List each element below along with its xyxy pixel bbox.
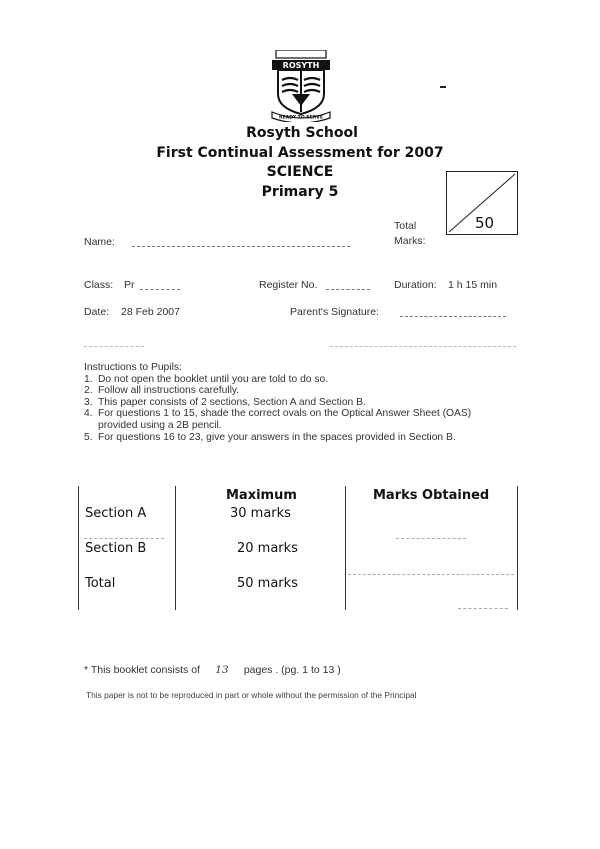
name-label: Name: — [84, 236, 115, 248]
row-max: 20 marks — [237, 541, 298, 556]
signature-line[interactable] — [400, 316, 506, 317]
date-value: 28 Feb 2007 — [121, 306, 180, 318]
total-marks-label-2: Marks: — [394, 235, 426, 247]
marks-table — [78, 486, 518, 610]
reproduction-notice: This paper is not to be reproduced in part or whole without the permission of the Principal — [86, 690, 417, 700]
header-marks-obtained: Marks Obtained — [373, 488, 490, 503]
date-label: Date: — [84, 306, 110, 318]
pages-count: 13 — [215, 664, 229, 676]
divider-right — [330, 346, 516, 347]
row-divider — [396, 538, 466, 539]
total-marks-value: 50 — [475, 214, 495, 232]
instructions-heading: Instructions to Pupils: — [84, 362, 182, 373]
row-max: 30 marks — [230, 506, 291, 521]
crest-motto: READY TO SERVE — [279, 115, 323, 121]
class-value: Pr — [124, 279, 135, 291]
row-label: Section B — [85, 541, 147, 556]
header-maximum: Maximum — [226, 488, 297, 503]
stray-mark — [440, 86, 446, 88]
instruction-item: 2. Follow all instructions carefully. — [84, 385, 240, 397]
table-divider-1 — [175, 486, 176, 610]
class-label: Class: — [84, 279, 114, 291]
subject-title: SCIENCE — [266, 164, 334, 180]
level-title: Primary 5 — [261, 184, 339, 200]
divider-left — [84, 346, 144, 347]
table-border-left — [78, 486, 79, 610]
table-border-right — [517, 486, 518, 610]
class-line[interactable] — [140, 289, 180, 290]
table-divider-2 — [345, 486, 346, 610]
register-line[interactable] — [326, 289, 370, 290]
crest-text: ROSYTH — [282, 61, 320, 70]
total-marks-label-1: Total — [394, 220, 417, 232]
instruction-item: 1. Do not open the booklet until you are told to do so. — [84, 373, 329, 385]
pages-suffix: pages . (pg. 1 to 13 ) — [243, 664, 341, 676]
instructions — [84, 362, 514, 443]
row-divider — [458, 608, 508, 609]
pages-note — [84, 664, 341, 676]
signature-label: Parent's Signature: — [290, 306, 379, 318]
assessment-title: First Continual Assessment for 2007 — [156, 145, 444, 161]
row-label: Total — [85, 576, 116, 591]
row-divider — [348, 574, 514, 575]
duration-value: 1 h 15 min — [448, 279, 498, 291]
total-marks-box — [446, 171, 518, 235]
school-crest — [270, 50, 332, 122]
row-max: 50 marks — [237, 576, 298, 591]
row-label: Section A — [85, 506, 147, 521]
instruction-item: 3. This paper consists of 2 sections, Section A and Section B. — [84, 396, 366, 408]
pages-prefix: This booklet consists of — [90, 664, 200, 676]
duration-label: Duration: — [394, 279, 437, 291]
instruction-item: 4. For questions 1 to 15, shade the correct ovals on the Optical Answer Sheet (OAS) provided using a 2B pencil. — [84, 408, 472, 431]
instruction-item: 5. For questions 16 to 23, give your answers in the spaces provided in Section B. — [84, 431, 456, 443]
row-divider — [84, 538, 164, 539]
name-line[interactable] — [132, 246, 350, 247]
pages-bullet: * — [84, 664, 89, 676]
school-name: Rosyth School — [246, 125, 358, 141]
register-label: Register No. — [259, 279, 318, 291]
